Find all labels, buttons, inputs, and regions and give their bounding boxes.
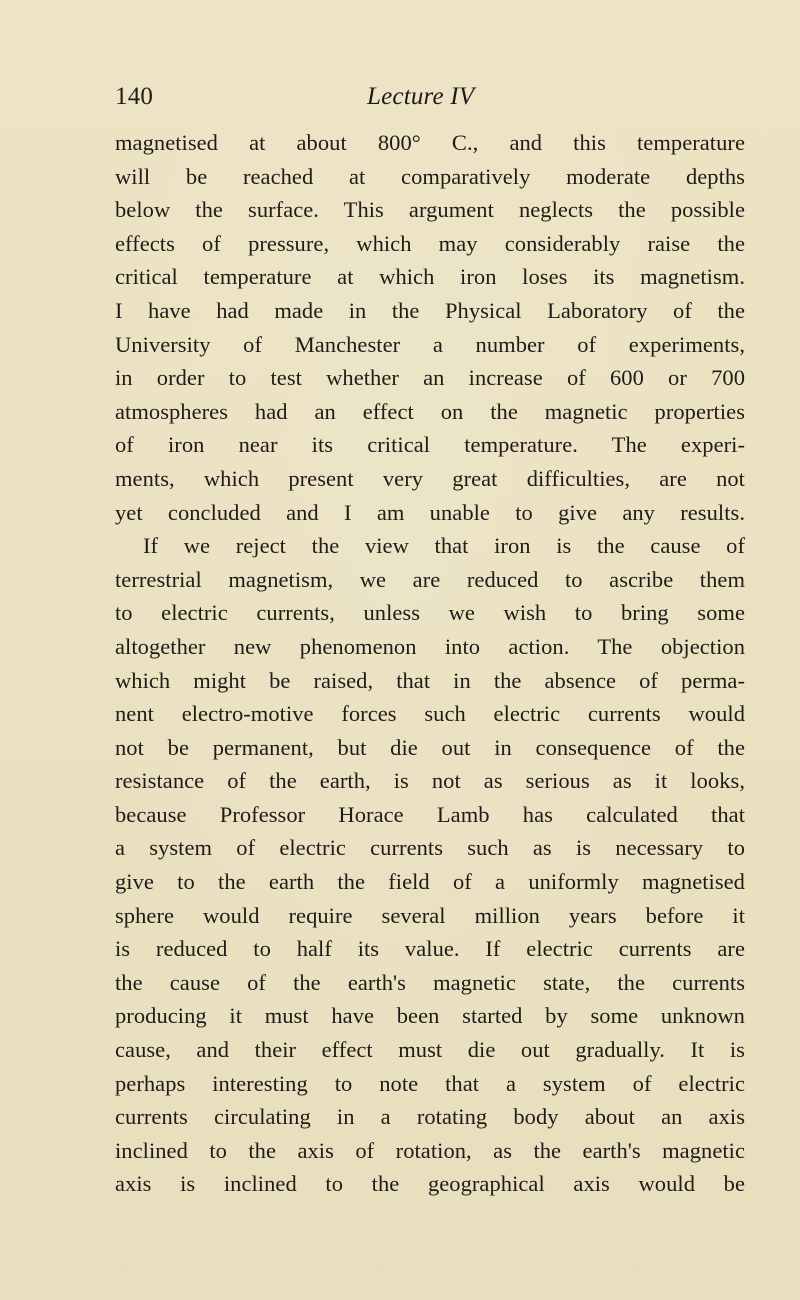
text-line: sphere would require several million years before it	[115, 902, 745, 928]
paragraph-start-line: If we reject the view that iron is the cause of	[143, 533, 745, 559]
text-line: resistance of the earth, is not as serious as it looks,	[115, 768, 745, 794]
text-line: effects of pressure, which may considerably raise the	[115, 230, 745, 256]
text-line: producing it must have been started by some unknown	[115, 1003, 745, 1029]
text-line: the cause of the earth's magnetic state, the currents	[115, 969, 745, 995]
text-line: inclined to the axis of rotation, as the earth's magnetic	[115, 1137, 745, 1163]
text-line: which might be raised, that in the absence of perma-	[115, 667, 745, 693]
text-line: in order to test whether an increase of 600 or 700	[115, 365, 745, 391]
text-line: is reduced to half its value. If electric currents are	[115, 936, 745, 962]
text-line: University of Manchester a number of experiments,	[115, 331, 745, 357]
text-line: critical temperature at which iron loses its magnetism.	[115, 264, 745, 290]
running-title: Lecture IV	[367, 83, 475, 110]
text-line: atmospheres had an effect on the magnetic properties	[115, 398, 745, 424]
text-line: because Professor Horace Lamb has calculated that	[115, 801, 745, 827]
text-line: will be reached at comparatively moderate depths	[115, 163, 745, 189]
text-line: not be permanent, but die out in consequence of the	[115, 734, 745, 760]
text-line: perhaps interesting to note that a system of electric	[115, 1070, 745, 1096]
text-line: below the surface. This argument neglects the possible	[115, 197, 745, 223]
text-line: nent electro-motive forces such electric currents would	[115, 701, 745, 727]
text-line: ments, which present very great difficulties, are not	[115, 465, 745, 491]
text-line: cause, and their effect must die out gradually. It is	[115, 1037, 745, 1063]
page-header	[115, 78, 745, 116]
text-line: give to the earth the field of a uniformly magnetised	[115, 869, 745, 895]
text-line: of iron near its critical temperature. The experi-	[115, 432, 745, 458]
text-line: I have had made in the Physical Laboratory of the	[115, 297, 745, 323]
text-line: yet concluded and I am unable to give any results.	[115, 499, 745, 525]
text-line: axis is inclined to the geographical axis would be	[115, 1171, 745, 1197]
page-number: 140	[115, 83, 154, 110]
text-line: terrestrial magnetism, we are reduced to ascribe them	[115, 566, 745, 592]
text-line: a system of electric currents such as is necessary to	[115, 835, 745, 861]
text-line: currents circulating in a rotating body about an axis	[115, 1104, 745, 1130]
text-line: magnetised at about 800° C., and this temperature	[115, 130, 745, 155]
text-line: to electric currents, unless we wish to bring some	[115, 600, 745, 626]
body-text	[115, 126, 745, 1201]
text-line: altogether new phenomenon into action. The objection	[115, 633, 745, 659]
